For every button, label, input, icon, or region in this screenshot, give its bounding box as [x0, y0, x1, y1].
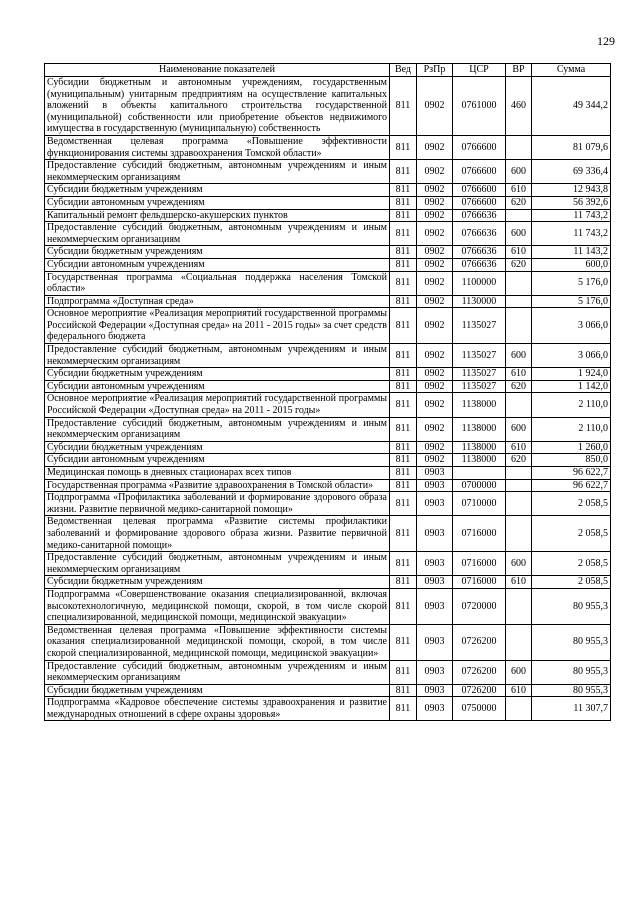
- row-rzpr: 0902: [417, 441, 453, 454]
- table-row: [45, 344, 611, 368]
- row-vr: 620: [506, 196, 532, 209]
- row-sum: 600,0: [532, 258, 611, 271]
- row-rzpr: 0902: [417, 222, 453, 246]
- row-ved: 811: [390, 135, 417, 159]
- row-name: Государственная программа «Развитие здравоохранения в Томской области»: [45, 479, 390, 492]
- row-sum: 2 058,5: [532, 552, 611, 576]
- row-csr: 0766600: [453, 196, 506, 209]
- row-csr: [453, 467, 506, 480]
- row-name: Медицинская помощь в дневных стационарах всех типов: [45, 467, 390, 480]
- row-ved: 811: [390, 77, 417, 136]
- row-sum: 2 058,5: [532, 576, 611, 589]
- row-csr: 0716000: [453, 516, 506, 552]
- table-row: [45, 552, 611, 576]
- row-sum: 2 058,5: [532, 516, 611, 552]
- header-sum: Сумма: [532, 64, 611, 77]
- row-sum: 2 110,0: [532, 393, 611, 417]
- row-csr: 0761000: [453, 77, 506, 136]
- row-vr: 600: [506, 552, 532, 576]
- row-rzpr: 0902: [417, 135, 453, 159]
- row-vr: [506, 393, 532, 417]
- row-sum: 96 622,7: [532, 479, 611, 492]
- row-name: Субсидии бюджетным учреждениям: [45, 441, 390, 454]
- row-sum: 5 176,0: [532, 271, 611, 295]
- row-vr: [506, 135, 532, 159]
- table-row: [45, 467, 611, 480]
- row-vr: 460: [506, 77, 532, 136]
- table-row: [45, 246, 611, 259]
- table-row: [45, 368, 611, 381]
- row-name: Ведомственная целевая программа «Повышение эффективности системы оказания специализированной медицинской помощи, скорой, в том числе скорой специализированной, медицинской помощи, медицинской эвакуации»: [45, 624, 390, 660]
- row-csr: 1138000: [453, 417, 506, 441]
- row-csr: 1138000: [453, 393, 506, 417]
- row-csr: 0726200: [453, 660, 506, 684]
- table-row: [45, 196, 611, 209]
- row-vr: [506, 308, 532, 344]
- row-name: Предоставление субсидий бюджетным, автономным учреждениям и иным некоммерческим организациям: [45, 417, 390, 441]
- row-ved: 811: [390, 295, 417, 308]
- row-ved: 811: [390, 660, 417, 684]
- row-sum: 80 955,3: [532, 684, 611, 697]
- header-rzpr: РзПр: [417, 64, 453, 77]
- row-ved: 811: [390, 258, 417, 271]
- row-name: Субсидии автономным учреждениям: [45, 258, 390, 271]
- row-rzpr: 0903: [417, 576, 453, 589]
- row-vr: 610: [506, 684, 532, 697]
- row-name: Ведомственная целевая программа «Развитие системы профилактики заболеваний и формирование здорового образа жизни. Развитие первичной медико-санитарной помощи»: [45, 516, 390, 552]
- row-ved: 811: [390, 196, 417, 209]
- row-sum: 11 143,2: [532, 246, 611, 259]
- row-sum: 11 743,2: [532, 209, 611, 222]
- row-vr: [506, 467, 532, 480]
- header-vr: ВР: [506, 64, 532, 77]
- row-name: Ведомственная целевая программа «Повышение эффективности функционирования системы здравоохранения Томской области»: [45, 135, 390, 159]
- row-rzpr: 0902: [417, 295, 453, 308]
- row-ved: 811: [390, 441, 417, 454]
- row-sum: 1 142,0: [532, 380, 611, 393]
- row-csr: 0766600: [453, 160, 506, 184]
- row-rzpr: 0902: [417, 77, 453, 136]
- table-row: [45, 271, 611, 295]
- table-row: [45, 454, 611, 467]
- row-rzpr: 0903: [417, 479, 453, 492]
- row-name: Государственная программа «Социальная поддержка населения Томской области»: [45, 271, 390, 295]
- row-sum: 69 336,4: [532, 160, 611, 184]
- row-sum: 1 924,0: [532, 368, 611, 381]
- row-ved: 811: [390, 393, 417, 417]
- table-row: [45, 516, 611, 552]
- row-name: Субсидии бюджетным учреждениям: [45, 368, 390, 381]
- table-row: [45, 492, 611, 516]
- table-row: [45, 697, 611, 721]
- row-ved: 811: [390, 417, 417, 441]
- row-name: Субсидии бюджетным учреждениям: [45, 246, 390, 259]
- row-rzpr: 0902: [417, 209, 453, 222]
- row-name: Субсидии бюджетным учреждениям: [45, 684, 390, 697]
- row-csr: 1135027: [453, 308, 506, 344]
- row-rzpr: 0903: [417, 516, 453, 552]
- row-csr: 0766636: [453, 222, 506, 246]
- row-sum: 11 743,2: [532, 222, 611, 246]
- row-rzpr: 0902: [417, 160, 453, 184]
- row-vr: 610: [506, 368, 532, 381]
- table-row: [45, 258, 611, 271]
- row-csr: 0700000: [453, 479, 506, 492]
- row-ved: 811: [390, 246, 417, 259]
- row-vr: 610: [506, 441, 532, 454]
- table-row: [45, 77, 611, 136]
- row-rzpr: 0903: [417, 697, 453, 721]
- row-name: Предоставление субсидий бюджетным, автономным учреждениям и иным некоммерческим организациям: [45, 160, 390, 184]
- row-csr: 0716000: [453, 576, 506, 589]
- row-ved: 811: [390, 308, 417, 344]
- row-name: Предоставление субсидий бюджетным, автономным учреждениям и иным некоммерческим организациям: [45, 660, 390, 684]
- row-csr: 0716000: [453, 552, 506, 576]
- table-row: [45, 160, 611, 184]
- table-row: [45, 684, 611, 697]
- row-ved: 811: [390, 588, 417, 624]
- row-rzpr: 0902: [417, 454, 453, 467]
- row-name: Субсидии бюджетным и автономным учреждениям, государственным (муниципальным) унитарным предприятиям на осуществление капитальных вложений в объекты капитального строительства государственной (муниципальной) собственности или приобретение объектов недвижимого имущества в государственную (муниципальную) собственность: [45, 77, 390, 136]
- row-vr: 600: [506, 660, 532, 684]
- table-row: [45, 135, 611, 159]
- row-csr: 1100000: [453, 271, 506, 295]
- row-sum: 80 955,3: [532, 624, 611, 660]
- row-vr: [506, 624, 532, 660]
- row-sum: 81 079,6: [532, 135, 611, 159]
- row-csr: 0750000: [453, 697, 506, 721]
- row-ved: 811: [390, 380, 417, 393]
- table-row: [45, 295, 611, 308]
- row-ved: 811: [390, 160, 417, 184]
- row-vr: [506, 516, 532, 552]
- row-vr: 600: [506, 222, 532, 246]
- row-vr: 620: [506, 258, 532, 271]
- row-rzpr: 0902: [417, 368, 453, 381]
- row-sum: 96 622,7: [532, 467, 611, 480]
- row-name: Субсидии автономным учреждениям: [45, 380, 390, 393]
- row-sum: 56 392,6: [532, 196, 611, 209]
- row-vr: [506, 209, 532, 222]
- row-rzpr: 0902: [417, 196, 453, 209]
- row-vr: 620: [506, 454, 532, 467]
- row-ved: 811: [390, 344, 417, 368]
- row-rzpr: 0903: [417, 684, 453, 697]
- table-body: [45, 77, 611, 721]
- row-name: Основное мероприятие «Реализация мероприятий государственной программы Российской Федерации «Доступная среда» на 2011 - 2015 годы» за счет средств федерального бюджета: [45, 308, 390, 344]
- row-csr: 0766636: [453, 246, 506, 259]
- row-name: Субсидии бюджетным учреждениям: [45, 184, 390, 197]
- table-header-row: [45, 64, 611, 77]
- row-ved: 811: [390, 184, 417, 197]
- table-row: [45, 222, 611, 246]
- table-row: [45, 209, 611, 222]
- row-csr: 0766636: [453, 209, 506, 222]
- row-csr: 0720000: [453, 588, 506, 624]
- row-name: Подпрограмма «Профилактика заболеваний и формирование здорового образа жизни. Развитие первичной медико-санитарной помощи»: [45, 492, 390, 516]
- row-sum: 5 176,0: [532, 295, 611, 308]
- row-csr: 0726200: [453, 684, 506, 697]
- budget-table: [44, 63, 611, 721]
- table-row: [45, 380, 611, 393]
- row-sum: 2 058,5: [532, 492, 611, 516]
- row-sum: 2 110,0: [532, 417, 611, 441]
- row-ved: 811: [390, 222, 417, 246]
- row-name: Подпрограмма «Доступная среда»: [45, 295, 390, 308]
- row-csr: 0766600: [453, 135, 506, 159]
- row-ved: 811: [390, 684, 417, 697]
- row-rzpr: 0902: [417, 184, 453, 197]
- row-rzpr: 0902: [417, 344, 453, 368]
- row-rzpr: 0903: [417, 624, 453, 660]
- row-vr: [506, 479, 532, 492]
- row-sum: 80 955,3: [532, 588, 611, 624]
- row-csr: 1130000: [453, 295, 506, 308]
- row-csr: 0726200: [453, 624, 506, 660]
- table-row: [45, 660, 611, 684]
- row-name: Субсидии автономным учреждениям: [45, 196, 390, 209]
- row-rzpr: 0902: [417, 380, 453, 393]
- row-rzpr: 0902: [417, 258, 453, 271]
- row-sum: 3 066,0: [532, 344, 611, 368]
- row-name: Основное мероприятие «Реализация мероприятий государственной программы Российской Федерации «Доступная среда» на 2011 - 2015 годы»: [45, 393, 390, 417]
- table-row: [45, 441, 611, 454]
- row-vr: [506, 588, 532, 624]
- row-rzpr: 0903: [417, 660, 453, 684]
- row-name: Предоставление субсидий бюджетным, автономным учреждениям и иным некоммерческим организациям: [45, 222, 390, 246]
- row-csr: 0766636: [453, 258, 506, 271]
- row-name: Подпрограмма «Совершенствование оказания специализированной, включая высокотехнологичную, медицинской помощи, скорой, в том числе скорой специализированной, медицинской помощи, медицинской эвакуации»: [45, 588, 390, 624]
- row-ved: 811: [390, 624, 417, 660]
- row-vr: 600: [506, 160, 532, 184]
- row-csr: 1135027: [453, 344, 506, 368]
- row-sum: 1 260,0: [532, 441, 611, 454]
- row-ved: 811: [390, 368, 417, 381]
- row-ved: 811: [390, 479, 417, 492]
- table-row: [45, 308, 611, 344]
- row-sum: 3 066,0: [532, 308, 611, 344]
- row-rzpr: 0902: [417, 246, 453, 259]
- row-ved: 811: [390, 552, 417, 576]
- row-rzpr: 0902: [417, 417, 453, 441]
- header-ved: Вед: [390, 64, 417, 77]
- row-vr: 620: [506, 380, 532, 393]
- row-sum: 12 943,8: [532, 184, 611, 197]
- table-row: [45, 588, 611, 624]
- row-ved: 811: [390, 576, 417, 589]
- row-rzpr: 0903: [417, 467, 453, 480]
- row-ved: 811: [390, 492, 417, 516]
- row-sum: 850,0: [532, 454, 611, 467]
- row-ved: 811: [390, 209, 417, 222]
- row-vr: 610: [506, 184, 532, 197]
- table-row: [45, 417, 611, 441]
- row-ved: 811: [390, 467, 417, 480]
- row-name: Предоставление субсидий бюджетным, автономным учреждениям и иным некоммерческим организациям: [45, 552, 390, 576]
- row-vr: 610: [506, 576, 532, 589]
- row-csr: 0766600: [453, 184, 506, 197]
- row-vr: [506, 271, 532, 295]
- row-name: Субсидии бюджетным учреждениям: [45, 576, 390, 589]
- row-sum: 11 307,7: [532, 697, 611, 721]
- row-csr: 1138000: [453, 454, 506, 467]
- row-vr: [506, 492, 532, 516]
- row-vr: 600: [506, 417, 532, 441]
- table-row: [45, 393, 611, 417]
- header-name: Наименование показателей: [45, 64, 390, 77]
- row-rzpr: 0902: [417, 271, 453, 295]
- row-sum: 80 955,3: [532, 660, 611, 684]
- row-name: Подпрограмма «Кадровое обеспечение системы здравоохранения и развитие международных отношений в сфере охраны здоровья»: [45, 697, 390, 721]
- row-vr: 600: [506, 344, 532, 368]
- row-name: Субсидии автономным учреждениям: [45, 454, 390, 467]
- row-rzpr: 0902: [417, 308, 453, 344]
- row-vr: 610: [506, 246, 532, 259]
- row-name: Предоставление субсидий бюджетным, автономным учреждениям и иным некоммерческим организациям: [45, 344, 390, 368]
- row-ved: 811: [390, 454, 417, 467]
- table-row: [45, 184, 611, 197]
- row-ved: 811: [390, 271, 417, 295]
- row-csr: 1138000: [453, 441, 506, 454]
- row-ved: 811: [390, 697, 417, 721]
- table-row: [45, 479, 611, 492]
- page-number: 129: [597, 34, 615, 48]
- table-row: [45, 624, 611, 660]
- header-csr: ЦСР: [453, 64, 506, 77]
- table-row: [45, 576, 611, 589]
- row-rzpr: 0902: [417, 393, 453, 417]
- row-csr: 0710000: [453, 492, 506, 516]
- row-vr: [506, 295, 532, 308]
- row-rzpr: 0903: [417, 552, 453, 576]
- row-rzpr: 0903: [417, 492, 453, 516]
- row-csr: 1135027: [453, 368, 506, 381]
- row-ved: 811: [390, 516, 417, 552]
- row-vr: [506, 697, 532, 721]
- row-name: Капитальный ремонт фельдшерско-акушерских пунктов: [45, 209, 390, 222]
- row-csr: 1135027: [453, 380, 506, 393]
- row-sum: 49 344,2: [532, 77, 611, 136]
- row-rzpr: 0903: [417, 588, 453, 624]
